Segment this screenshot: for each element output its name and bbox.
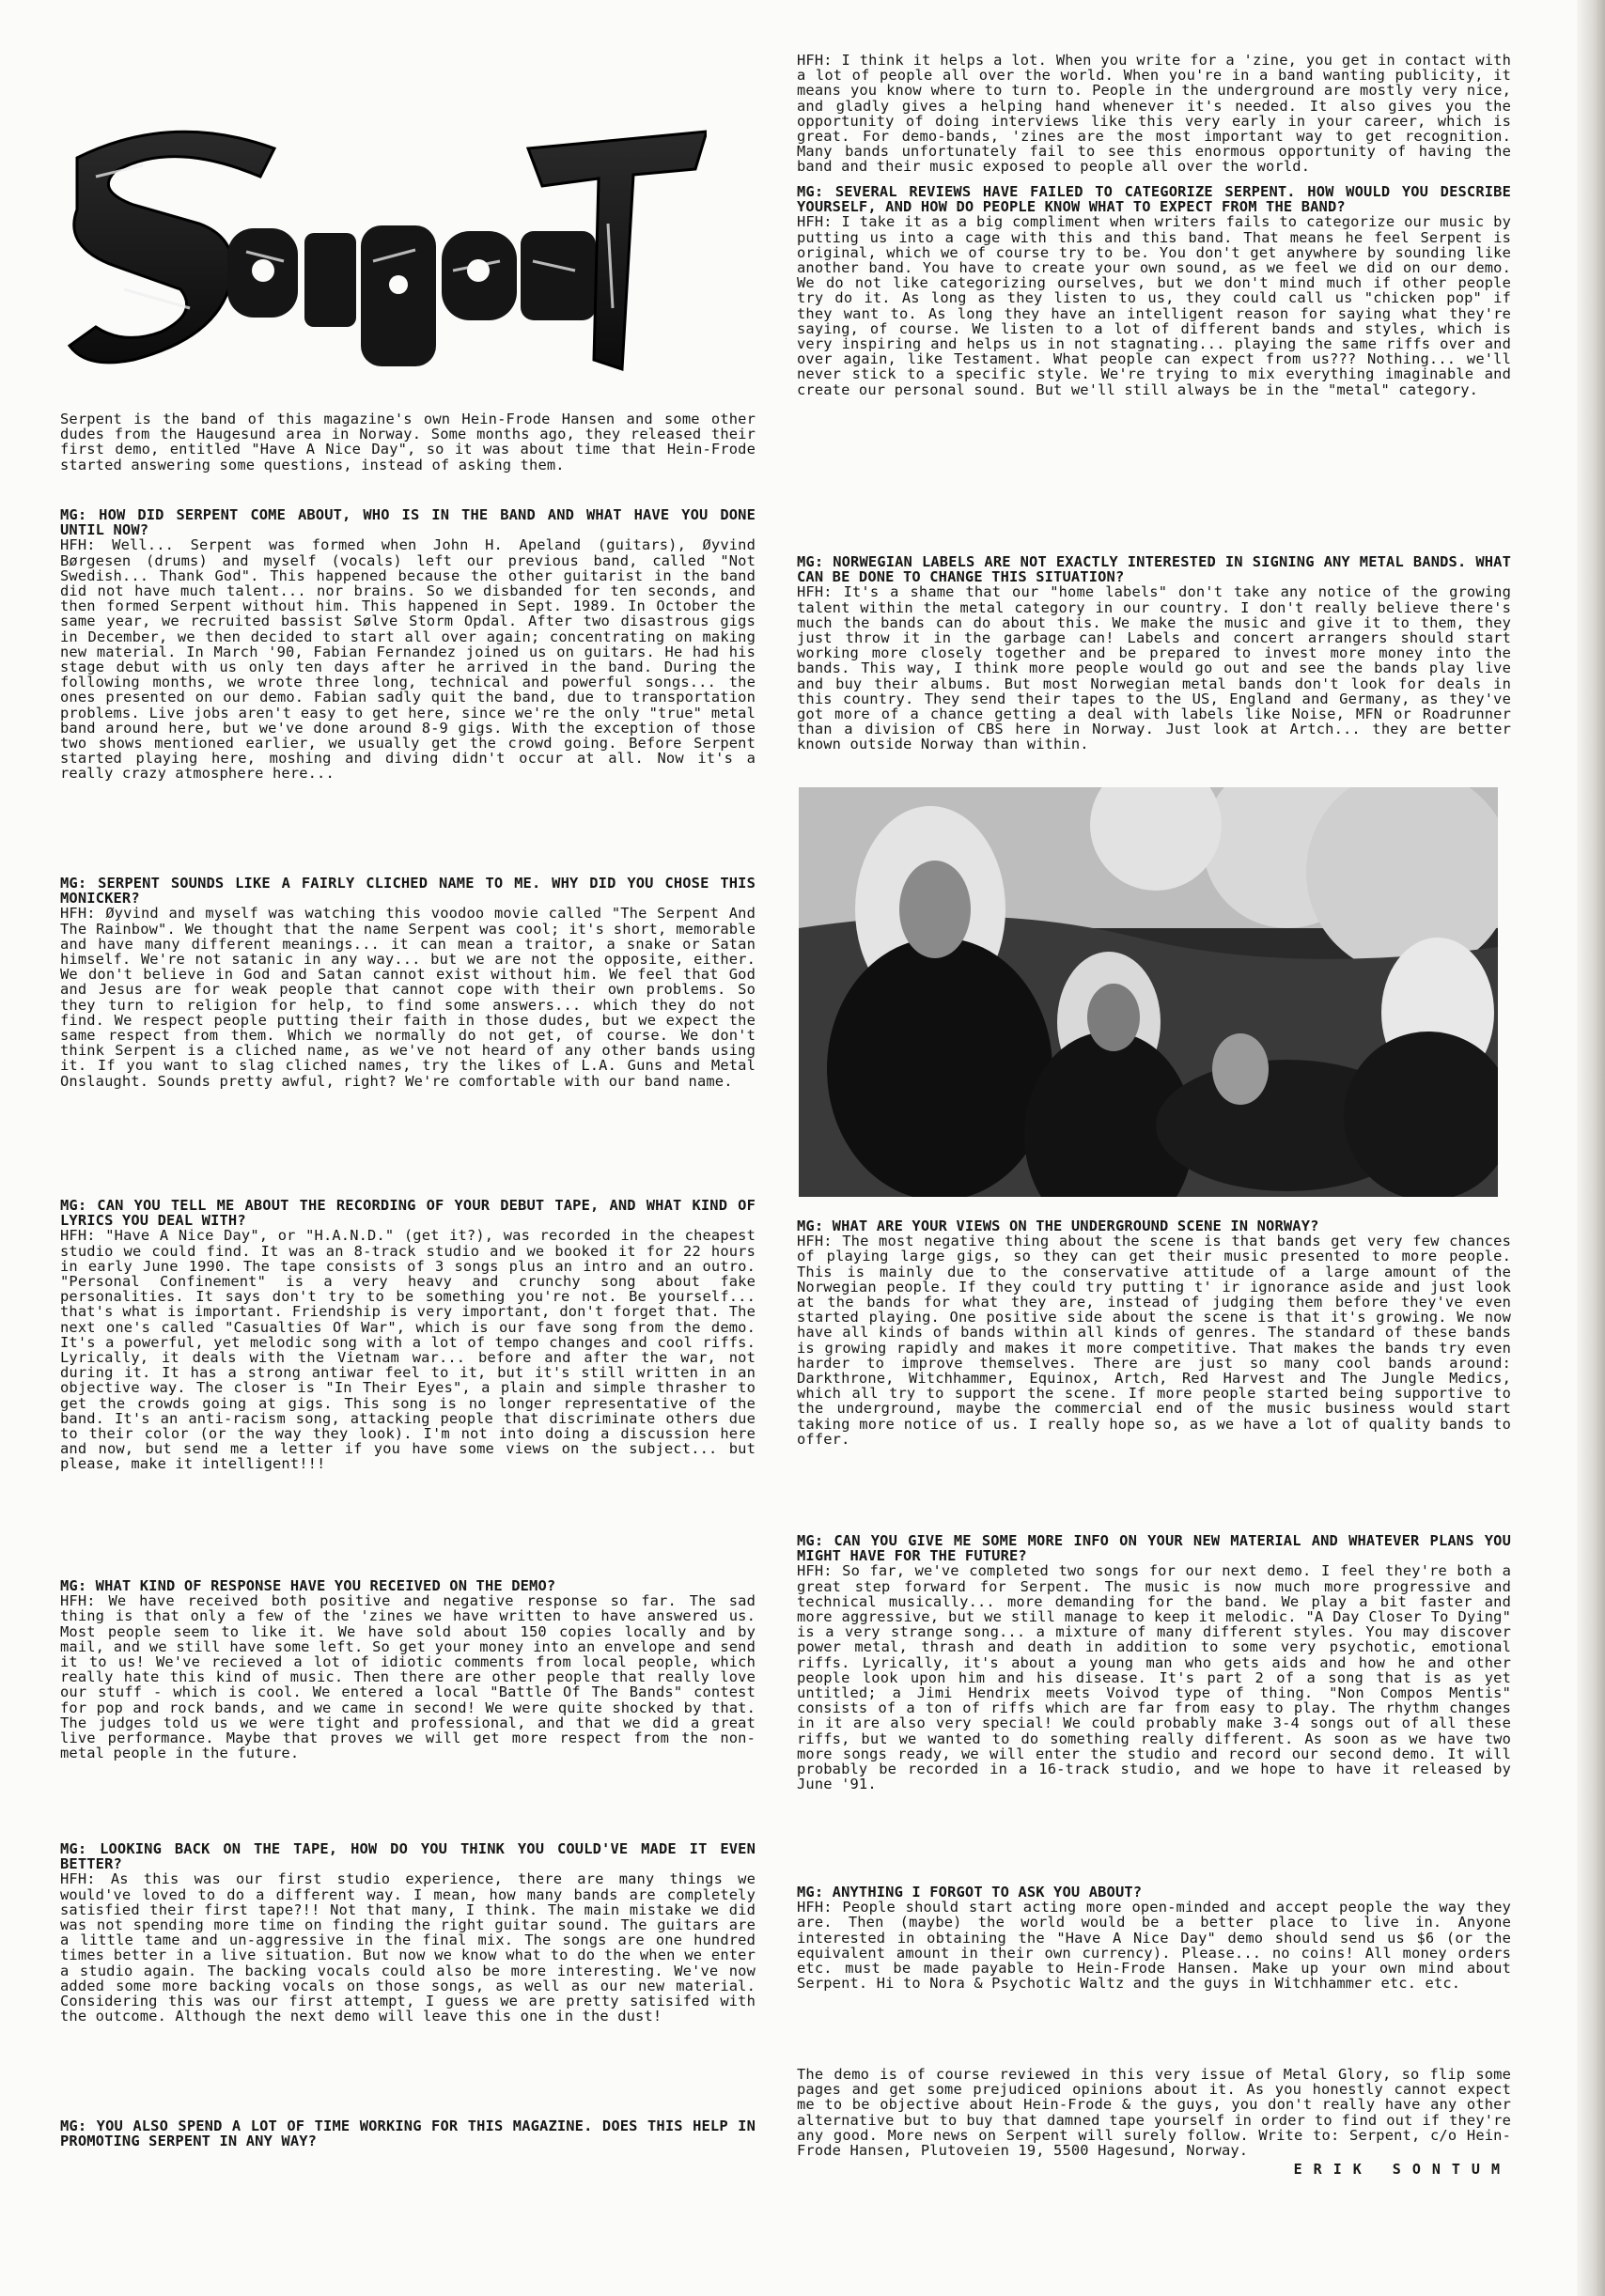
question: MG: CAN YOU TELL ME ABOUT THE RECORDING OF YOUR DEBUT TAPE, AND WHAT KIND OF LYRICS YOU DEAL WITH? [60,1197,756,1230]
serpent-logo [58,120,707,379]
question: MG: WHAT KIND OF RESPONSE HAVE YOU RECEIVED ON THE DEMO? [60,1577,556,1594]
answer: HFH: As this was our first studio experience, there are many things we would've loved to do a different way. I mean, how many bands are completely satisfied their first tape?!! Not that many, I think. The main mistake we did was not spending more time on finding the right guitar sound. The guitars are a little tame and un-aggressive in the final mix. The songs are one hundred times better in a live situation. But now we know what to do the when we enter a studio again. The backing vocals could also be more interesting. We've now added some more backing vocals on those songs, as well as our new material. Considering this was our first attempt, I guess we are pretty satisifed with the outcome. Although the next demo will leave this one in the dust! [60,1870,756,2025]
intro-block [60,411,756,473]
qa-6-start [60,2118,756,2149]
qa-8 [797,554,1511,752]
answer: HFH: We have received both positive and negative response so far. The sad thing is that only a few of the 'zines we have written to have answered us. Most people seem to like it. We have sold about 150 copies locally and by mail, and we still have some left. So get your money into an envelope and send it to us! We've recieved a lot of idiotic comments from local people, which really hate this kind of music. Then there are other people that really love our stuff - which is cool. We entered a local "Battle Of The Bands" contest for pop and rock bands, and we came in second! We were quite shocked by that. The judges told us we were tight and professional, and that we did a great live performance. Maybe that proves we will get more respect from the non-metal people in the future. [60,1592,756,1762]
intro-paragraph: Serpent is the band of this magazine's own Hein-Frode Hansen and some other dudes from the Haugesund area in Norway. Some months ago, they released their first demo, entitled "Have A Nice Day", so it was about time that Hein-Frode started answering some questions, instead of asking them. [60,411,756,473]
answer: HFH: I think it helps a lot. When you write for a 'zine, you get in contact with a lot of people all over the world. When you're in a band wanting publicity, it means you know where to turn to. People in the underground are mostly very nice, and gladly gives a helping hand whenever it's needed. It also gives you the opportunity of doing interviews like this very early in your career, which is great. For demo-bands, 'zines are the most important way to get recognition. Many bands unfortunately fail to see this enormous opportunity of having the band and their music exposed to people all over the world. [797,52,1511,176]
answer: HFH: The most negative thing about the scene is that bands get very few chances of playing large gigs, so they can get their music presented to more people. This is mainly due to the conservative attitude of a large amount of the Norwegian people. If they could try putting t' ir ignorance aside and just look at the bands for what they are, instead of judging them before they've even started playing. One positive side about the scene is that it's growing. We now have all kinds of bands within all kinds of genres. The standard of these bands is growing rapidly and makes it more competitive. That makes the bands try even harder to improve themselves. There are just so many cool bands around: Darkthrone, Witchhammer, Equinox, Artch, Red Harvest and The Jungle Medics, which all try to support the scene. If more people started being supportive to the underground, maybe the commercial end of the music business would start taking more notice of us. I really hope so, as we have a lot of quality bands to offer. [797,1233,1511,1448]
answer: HFH: People should start acting more open-minded and accept people the way they are. Then (maybe) the world would be a better place to live in. Anyone interested in obtaining the "Have A Nice Day" demo should send us $6 (or the equivalent amount in their own currency). Please... no coins! All money orders etc. must be made payable to Hein-Frode Hansen. Make up your own mind about Serpent. Hi to Nora & Psychotic Waltz and the guys in Witchhammer etc. etc. [797,1899,1511,1993]
qa-4 [60,1578,756,1761]
qa-10 [797,1533,1511,1792]
qa-11 [797,1885,1511,1991]
answer: HFH: Well... Serpent was formed when John H. Apeland (guitars), Øyvind Børgesen (drums) and myself (vocals) left our previous band, called "Not Swedish... Thank God". This happened because the other guitarist in the band did not have much talent... nor brains. So we disbanded for ten seconds, and then formed Serpent without him. This happened in Sept. 1989. In October the same year, we recruited bassist Sølve Storm Opdal. After two disastrous gigs in December, we then decided to start all over again; concentrating on making new material. In March '90, Fabian Fernandez joined us on guitars. He had his stage debut with us only ten days after he arrived in the band. During the following months, we wrote three long, technical and powerful songs... the ones presented on our demo. Fabian sadly quit the band, due to transportation problems. Live jobs aren't easy to get here, since we're the only "true" metal band around here, but we've done around 8-9 gigs. With the exception of those two shows mentioned earlier, we usually get the crowd going. Before Serpent started playing here, moshing and diving didn't occur at all. Now it's a really crazy atmosphere here... [60,536,756,783]
answer: HFH: So far, we've completed two songs for our next demo. I feel they're both a great step forward for Serpent. The music is now much more progressive and technical musically... more demanding for the band. We play a bit faster and more aggressive, but we still manage to keep it melodic. "A Day Closer To Dying" is a very strange song... a mixture of many different styles. You may discover power metal, thrash and death in addition to some very psychotic, emotional riffs. Lyrically, it's about a young man who gets aids and how he and other people look upon him and his disease. It's part 2 of a song that is as yet untitled; a Jimi Hendrix meets Voivod type of thing. "Non Compos Mentis" consists of a ton of riffs which are far from easy to play. The rhythm changes in it are also very special! We could probably make 3-4 songs out of all these riffs, but we wanted to do something really different. As soon as we have two more songs ready, we will enter the studio and record our second demo. It will probably be recorded in a 16-track studio, and we hope to have it released by June '91. [797,1562,1511,1793]
qa-6-continued [797,53,1511,175]
band-photo [799,787,1498,1197]
qa-2 [60,876,756,1089]
outro-block [797,2067,1511,2177]
question: MG: NORWEGIAN LABELS ARE NOT EXACTLY INTERESTED IN SIGNING ANY METAL BANDS. WHAT CAN BE DONE TO CHANGE THIS SITUATION? [797,553,1511,586]
question: MG: ANYTHING I FORGOT TO ASK YOU ABOUT? [797,1884,1143,1900]
question: MG: LOOKING BACK ON THE TAPE, HOW DO YOU THINK YOU COULD'VE MADE IT EVEN BETTER? [60,1840,756,1873]
qa-1 [60,507,756,782]
answer: HFH: I take it as a big compliment when writers fails to categorize our music by putting us into a cage with this and this band. That means he feel Serpent is original, which we of course try to be. You don't get anywhere by sounding like another band. You have to create your own sound, as we feel we did on our demo. We do not like categorizing ourselves, but we don't mind much if other people try do it. As long as they listen to us, they could call us "chicken pop" if they want to. As long they have an intelligent reason for saying what they're saying, of course. We listen to a lot of different bands and styles, which is very inspiring and helps us in not stagnating... playing the same riffs over and over again, like Testament. What people can expect from us??? Nothing... we'll never stick to a specific style. We're trying to mix everything imaginable and create our personal sound. But we'll still always be in the "metal" category. [797,213,1511,398]
qa-3 [60,1198,756,1472]
question: MG: SERPENT SOUNDS LIKE A FAIRLY CLICHED NAME TO ME. WHY DID YOU CHOSE THIS MONICKER? [60,875,756,908]
answer: HFH: Øyvind and myself was watching this voodoo movie called "The Serpent And The Rainbow". We thought that the name Serpent was cool; it's short, memorable and have many different meanings... it can mean a traitor, a snake or Satan himself. We're not satanic in any way... but we are not the opposite, either. We don't believe in God and Satan cannot exist without him. We feel that God and Jesus are for weak people that cannot cope with their own problems. So they turn to religion for help, to find some answers... which they do not find. We respect people putting their faith in those dudes, but we expect the same respect from them. Which we normally do not get, of course. We don't think Serpent is a cliched name, as we've not heard of any other bands using it. If you want to slag cliched names, try the likes of L.A. Guns and Metal Onslaught. Sounds pretty awful, right? We're comfortable with our band name. [60,905,756,1090]
qa-9 [797,1218,1511,1447]
question: MG: HOW DID SERPENT COME ABOUT, WHO IS IN THE BAND AND WHAT HAVE YOU DONE UNTIL NOW? [60,506,756,539]
byline: ERIK SONTUM [1293,2161,1511,2179]
page-edge [1577,0,1605,2296]
qa-7 [797,184,1511,397]
question: MG: WHAT ARE YOUR VIEWS ON THE UNDERGROUND SCENE IN NORWAY? [797,1218,1319,1234]
question: MG: SEVERAL REVIEWS HAVE FAILED TO CATEGORIZE SERPENT. HOW WOULD YOU DESCRIBE YOURSELF, AND HOW DO PEOPLE KNOW WHAT TO EXPECT FROM THE BAND? [797,183,1511,216]
outro-paragraph: The demo is of course reviewed in this very issue of Metal Glory, so flip some pages and get some prejudiced opinions about it. As you honestly cannot expect me to be objective about Hein-Frode & the guys, you don't really have any other alternative but to buy that damned tape yourself in order to find out if they're any good. More news on Serpent will surely follow. Write to: Serpent, c/o Hein-Frode Hansen, Plutoveien 19, 5500 Hagesund, Norway. [797,2066,1511,2160]
answer: HFH: "Have A Nice Day", or "H.A.N.D." (get it?), was recorded in the cheapest studio we could find. It was an 8-track studio and we booked it for 22 hours in early June 1990. The tape consists of 3 songs plus an intro and an outro. "Personal Confinement" is a very heavy and crunchy song about fake personalities. It says don't try to be something you're not. Be yourself... that's what is important. Friendship is very important, don't forget that. The next one's called "Casualties Of War", which is our fave song from the demo. It's a powerful, yet melodic song with a lot of tempo changes and cool riffs. Lyrically, it deals with the Vietnam war... before and after the war, not during it. It has a strong antiwar feel to it, but it's still written in an objective way. The closer is "In Their Eyes", a plain and simple thrasher to get the crowds going at gigs. This song is no longer representative of the band. It's an anti-racism song, attacking people that discriminate others due to their color (or the way they look). I'm not into doing a discussion here and now, but send me a letter if you have some views on the subject... but please, make it intelligent!!! [60,1227,756,1473]
question: MG: YOU ALSO SPEND A LOT OF TIME WORKING FOR THIS MAGAZINE. DOES THIS HELP IN PROMOTING SERPENT IN ANY WAY? [60,2118,756,2150]
question: MG: CAN YOU GIVE ME SOME MORE INFO ON YOUR NEW MATERIAL AND WHATEVER PLANS YOU MIGHT HAVE FOR THE FUTURE? [797,1532,1511,1565]
answer: HFH: It's a shame that our "home labels" don't take any notice of the growing talent within the metal category in our country. I don't really believe there's much the bands can do about this. We make the music and give it to them, they just throw it in the garbage can! Labels and concert arrangers should start working more closely together and be prepared to invest more money into the bands. This way, I think more people would go out and see the bands play live and buy their albums. But most Norwegian metal bands don't look for deals in this country. They send their tapes to the US, England and Germany, as they've got more of a chance getting a deal with labels like Noise, MFN or Roadrunner than a division of CBS here in Norway. Just look at Artch... they are better known outside Norway than within. [797,583,1511,753]
qa-5 [60,1841,756,2024]
